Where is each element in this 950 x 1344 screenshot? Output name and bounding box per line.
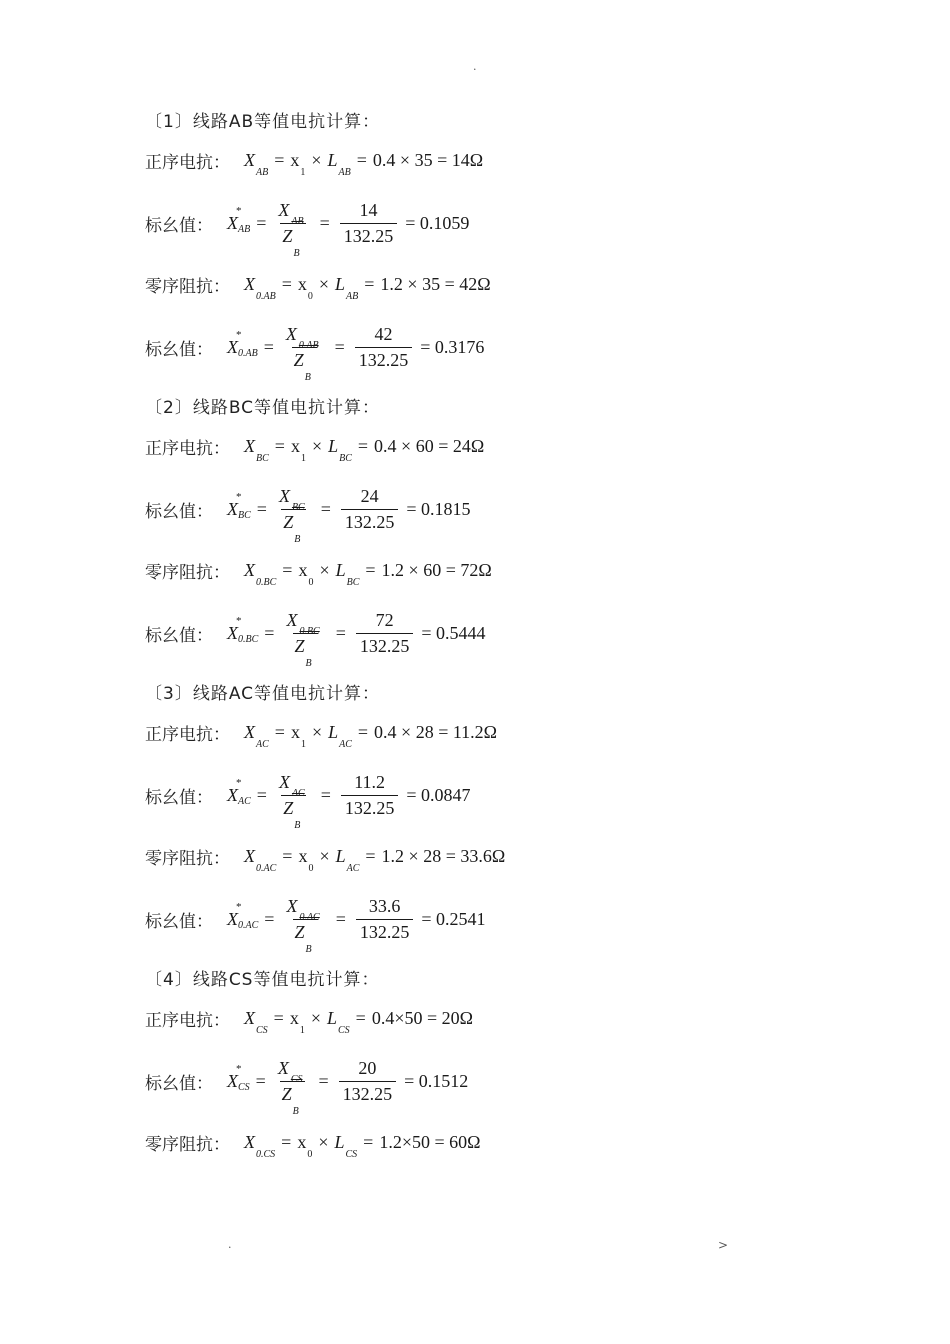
per-unit-subscript-stack	[236, 329, 258, 359]
subscript-zero-line: 0.CS	[256, 1149, 276, 1160]
subscript-zero-line: 0.BC	[256, 577, 277, 588]
subscript-line: AC	[339, 739, 352, 750]
subscript-line: BC	[346, 577, 360, 588]
equals-sign: =	[264, 623, 275, 643]
subscript-line: 0.AB	[298, 340, 319, 351]
zero-impedance-expression: 1.2 × 60 = 72Ω	[381, 560, 492, 580]
fraction-numerator: 20	[358, 1058, 377, 1079]
fraction-denominator: 132.25	[355, 347, 413, 371]
subscript-line: 0.BC	[238, 634, 259, 645]
symbol-l: L	[327, 150, 338, 170]
symbol-l: L	[334, 1132, 345, 1152]
fraction-numerator: 33.6	[368, 896, 401, 917]
equals-sign: =	[256, 785, 267, 805]
subscript-b: B	[292, 1106, 299, 1117]
fraction-denominator-z	[292, 347, 317, 383]
subscript-line: AB	[338, 167, 351, 178]
subscript-line: 0.AB	[238, 348, 258, 359]
per-unit-line	[145, 200, 470, 259]
subscript-line: AB	[291, 216, 304, 227]
label-per-unit: 标幺值：	[145, 216, 213, 236]
zero-impedance-line	[145, 844, 506, 874]
fraction-denominator: 132.25	[340, 223, 398, 247]
subscript-line: CS	[338, 1025, 350, 1036]
section-heading: 〔4〕线路CS等值电抗计算：	[145, 970, 380, 990]
fraction-denominator-z	[280, 1081, 305, 1117]
symbol-l: L	[335, 560, 346, 580]
per-unit-subscript-stack	[236, 205, 251, 235]
label-per-unit: 标幺值：	[145, 340, 213, 360]
equals-sign: =	[255, 1071, 266, 1091]
equals-sign: =	[364, 274, 375, 294]
fraction-denominator: 132.25	[356, 919, 414, 943]
zero-impedance-line	[145, 558, 492, 588]
per-unit-result: = 0.2541	[421, 909, 486, 929]
times-sign: ×	[318, 1132, 329, 1152]
fraction-numerator: 14	[359, 200, 378, 221]
fraction-numerator: 11.2	[354, 772, 386, 793]
subscript-line: BC	[256, 453, 269, 464]
subscript-line: AC	[291, 788, 305, 799]
subscript-one: 1	[300, 739, 306, 750]
subscript-one: 1	[300, 167, 306, 178]
equals-sign: =	[281, 1132, 292, 1152]
equals-sign: =	[273, 1008, 284, 1028]
pos-reactance-expression: 0.4×50 = 20Ω	[371, 1008, 474, 1028]
symbol-x: X	[227, 499, 238, 519]
per-unit-result: = 0.1512	[404, 1071, 469, 1091]
per-unit-subscript-stack	[236, 615, 259, 645]
per-unit-result: = 0.0847	[406, 785, 471, 805]
symbol-x: X	[244, 274, 255, 294]
per-unit-star: *	[236, 901, 242, 913]
equals-sign: =	[318, 1071, 329, 1091]
base-impedance-fraction	[276, 200, 309, 259]
symbol-z: Z	[293, 350, 304, 370]
zero-impedance-line	[145, 272, 491, 302]
equals-sign: =	[335, 909, 346, 929]
symbol-z: Z	[294, 922, 305, 942]
symbol-x: X	[244, 722, 255, 742]
fraction-denominator: 132.25	[339, 1081, 397, 1105]
fraction-numerator-x	[277, 772, 311, 799]
subscript-line: CS	[345, 1149, 358, 1160]
subscript-line: BC	[238, 510, 251, 521]
symbol-x: X	[227, 909, 238, 929]
symbol-x0: x	[297, 274, 307, 294]
label-per-unit: 标幺值：	[145, 912, 213, 932]
equals-sign: =	[319, 213, 330, 233]
subscript-b: B	[305, 944, 312, 955]
equals-sign: =	[356, 150, 367, 170]
per-unit-result: = 0.3176	[420, 337, 485, 357]
fraction-numerator: 72	[375, 610, 394, 631]
base-impedance-fraction	[276, 1058, 309, 1117]
symbol-z: Z	[283, 512, 294, 532]
section-heading: 〔3〕线路AC等值电抗计算：	[145, 684, 381, 704]
symbol-x: X	[278, 200, 290, 220]
symbol-x0: x	[298, 560, 308, 580]
page-bottom-mark: >	[718, 1238, 729, 1252]
base-impedance-fraction	[284, 896, 325, 955]
per-unit-star: *	[236, 777, 242, 789]
section-heading: 〔1〕线路AB等值电抗计算：	[145, 112, 381, 132]
symbol-z: Z	[294, 636, 305, 656]
per-unit-line	[145, 1058, 469, 1117]
numeric-fraction	[341, 486, 399, 532]
per-unit-subscript-stack	[236, 1063, 250, 1093]
per-unit-result: = 0.1815	[406, 499, 471, 519]
subscript-line: 0.AC	[238, 920, 259, 931]
equals-sign: =	[357, 722, 369, 742]
page-top-dot: .	[473, 60, 477, 73]
numeric-fraction	[355, 324, 413, 370]
per-unit-subscript-stack	[236, 491, 251, 521]
symbol-x: X	[244, 1132, 255, 1152]
equals-sign: =	[256, 499, 267, 519]
subscript-b: B	[293, 248, 300, 259]
subscript-b: B	[304, 372, 311, 383]
symbol-x: X	[244, 436, 255, 456]
label-per-unit: 标幺值：	[145, 626, 213, 646]
times-sign: ×	[310, 1008, 321, 1028]
per-unit-result: = 0.5444	[421, 623, 486, 643]
fraction-numerator: 24	[360, 486, 379, 507]
base-impedance-fraction	[277, 772, 311, 831]
per-unit-result: = 0.1059	[405, 213, 470, 233]
label-per-unit: 标幺值：	[145, 502, 213, 522]
symbol-x: X	[278, 772, 290, 792]
equals-sign: =	[320, 785, 331, 805]
equals-sign: =	[355, 1008, 366, 1028]
fraction-numerator-x	[284, 610, 325, 637]
page-bottom-dot: .	[228, 1238, 232, 1251]
fraction-denominator-z	[293, 633, 318, 669]
subscript-zero: 0	[307, 291, 313, 302]
subscript-one: 1	[299, 1025, 305, 1036]
symbol-x: X	[244, 560, 255, 580]
per-unit-subscript-stack	[236, 901, 259, 931]
fraction-denominator: 132.25	[341, 509, 399, 533]
pos-reactance-expression: 0.4 × 60 = 24Ω	[374, 436, 485, 456]
subscript-line: BC	[291, 502, 305, 513]
symbol-x1: x	[290, 436, 300, 456]
symbol-x: X	[277, 1058, 289, 1078]
equals-sign: =	[357, 436, 369, 456]
symbol-x: X	[227, 623, 238, 643]
equals-sign: =	[263, 337, 274, 357]
zero-impedance-expression: 1.2 × 28 = 33.6Ω	[381, 846, 506, 866]
symbol-x1: x	[290, 722, 300, 742]
equals-sign: =	[281, 274, 292, 294]
subscript-zero: 0	[308, 863, 314, 874]
subscript-line: CS	[290, 1074, 303, 1085]
symbol-l: L	[335, 274, 346, 294]
equals-sign: =	[274, 150, 285, 170]
subscript-b: B	[294, 534, 301, 545]
subscript-line: AB	[346, 291, 359, 302]
subscript-line: AC	[256, 739, 269, 750]
times-sign: ×	[318, 274, 330, 294]
subscript-b: B	[294, 820, 301, 831]
pos-reactance-expression: 0.4 × 28 = 11.2Ω	[374, 722, 498, 742]
subscript-line: AB	[238, 224, 251, 235]
section-heading: 〔2〕线路BC等值电抗计算：	[145, 398, 381, 418]
equals-sign: =	[334, 337, 345, 357]
per-unit-subscript-stack	[236, 777, 251, 807]
zero-impedance-line	[145, 1130, 481, 1160]
fraction-denominator-z	[281, 509, 306, 545]
subscript-line: AC	[346, 863, 360, 874]
symbol-l: L	[328, 722, 339, 742]
symbol-x1: x	[290, 150, 300, 170]
symbol-l: L	[328, 436, 339, 456]
fraction-denominator-z	[293, 919, 318, 955]
times-sign: ×	[319, 560, 330, 580]
subscript-zero-line: 0.AC	[256, 863, 277, 874]
equals-sign: =	[282, 560, 293, 580]
symbol-x: X	[227, 337, 238, 357]
pos-reactance-expression: 0.4 × 35 = 14Ω	[372, 150, 484, 170]
label-zero-impedance: 零序阻抗：	[145, 563, 230, 583]
symbol-x: X	[227, 213, 238, 233]
per-unit-star: *	[236, 491, 242, 503]
label-per-unit: 标幺值：	[145, 788, 213, 808]
symbol-x: X	[286, 610, 298, 630]
equals-sign: =	[256, 213, 267, 233]
symbol-l: L	[335, 846, 346, 866]
fraction-denominator: 132.25	[356, 633, 414, 657]
symbol-x: X	[227, 1071, 238, 1091]
equals-sign: =	[282, 846, 293, 866]
times-sign: ×	[311, 436, 323, 456]
subscript-line: CS	[256, 1025, 268, 1036]
subscript-line: CS	[238, 1082, 250, 1093]
zero-per-unit-line	[145, 324, 485, 383]
pos-reactance-line	[145, 720, 498, 750]
numeric-fraction	[356, 896, 414, 942]
base-impedance-fraction	[277, 486, 311, 545]
zero-impedance-expression: 1.2×50 = 60Ω	[379, 1132, 481, 1152]
zero-per-unit-line	[145, 610, 486, 669]
symbol-z: Z	[281, 1084, 292, 1104]
fraction-numerator-x	[284, 324, 325, 351]
equals-sign: =	[320, 499, 331, 519]
symbol-x: X	[286, 896, 298, 916]
symbol-l: L	[326, 1008, 337, 1028]
label-zero-impedance: 零序阻抗：	[145, 849, 230, 869]
subscript-zero: 0	[308, 577, 314, 588]
zero-impedance-expression: 1.2 × 35 = 42Ω	[380, 274, 491, 294]
numeric-fraction	[356, 610, 414, 656]
times-sign: ×	[311, 722, 323, 742]
label-pos-reactance: 正序电抗：	[145, 1011, 230, 1031]
pos-reactance-line	[145, 1006, 474, 1036]
numeric-fraction	[340, 200, 398, 246]
equals-sign: =	[365, 846, 376, 866]
label-pos-reactance: 正序电抗：	[145, 725, 230, 745]
symbol-x: X	[285, 324, 297, 344]
symbol-z: Z	[282, 226, 293, 246]
per-unit-star: *	[236, 205, 242, 217]
fraction-denominator-z	[280, 223, 305, 259]
subscript-b: B	[305, 658, 312, 669]
subscript-line: BC	[339, 453, 352, 464]
subscript-line: AB	[256, 167, 269, 178]
label-pos-reactance: 正序电抗：	[145, 439, 230, 459]
symbol-x0: x	[298, 846, 308, 866]
subscript-zero-line: 0.AB	[256, 291, 276, 302]
fraction-numerator: 42	[374, 324, 393, 345]
label-zero-impedance: 零序阻抗：	[145, 277, 230, 297]
symbol-z: Z	[283, 798, 294, 818]
times-sign: ×	[311, 150, 322, 170]
symbol-x: X	[244, 150, 255, 170]
symbol-x: X	[244, 1008, 255, 1028]
per-unit-star: *	[236, 329, 242, 341]
symbol-x: X	[227, 785, 238, 805]
subscript-line: 0.BC	[299, 626, 320, 637]
fraction-numerator-x	[276, 200, 309, 227]
numeric-fraction	[339, 1058, 397, 1104]
subscript-one: 1	[300, 453, 306, 464]
per-unit-line	[145, 486, 471, 545]
base-impedance-fraction	[284, 324, 325, 383]
fraction-numerator-x	[276, 1058, 309, 1085]
fraction-denominator: 132.25	[341, 795, 399, 819]
equals-sign: =	[365, 560, 376, 580]
label-per-unit: 标幺值：	[145, 1074, 213, 1094]
symbol-x0: x	[297, 1132, 307, 1152]
subscript-line: AC	[238, 796, 251, 807]
equals-sign: =	[264, 909, 275, 929]
pos-reactance-line	[145, 148, 484, 178]
subscript-line: 0.AC	[299, 912, 320, 923]
label-zero-impedance: 零序阻抗：	[145, 1135, 230, 1155]
symbol-x: X	[278, 486, 290, 506]
fraction-numerator-x	[277, 486, 311, 513]
per-unit-star: *	[236, 615, 242, 627]
equals-sign: =	[335, 623, 346, 643]
per-unit-line	[145, 772, 471, 831]
symbol-x: X	[244, 846, 255, 866]
pos-reactance-line	[145, 434, 485, 464]
times-sign: ×	[319, 846, 330, 866]
numeric-fraction	[341, 772, 399, 818]
equals-sign: =	[274, 722, 285, 742]
equals-sign: =	[363, 1132, 374, 1152]
label-pos-reactance: 正序电抗：	[145, 153, 230, 173]
base-impedance-fraction	[284, 610, 325, 669]
fraction-denominator-z	[281, 795, 306, 831]
zero-per-unit-line	[145, 896, 486, 955]
fraction-numerator-x	[284, 896, 325, 923]
subscript-zero: 0	[307, 1149, 313, 1160]
equals-sign: =	[274, 436, 285, 456]
per-unit-star: *	[236, 1063, 242, 1075]
symbol-x1: x	[289, 1008, 299, 1028]
